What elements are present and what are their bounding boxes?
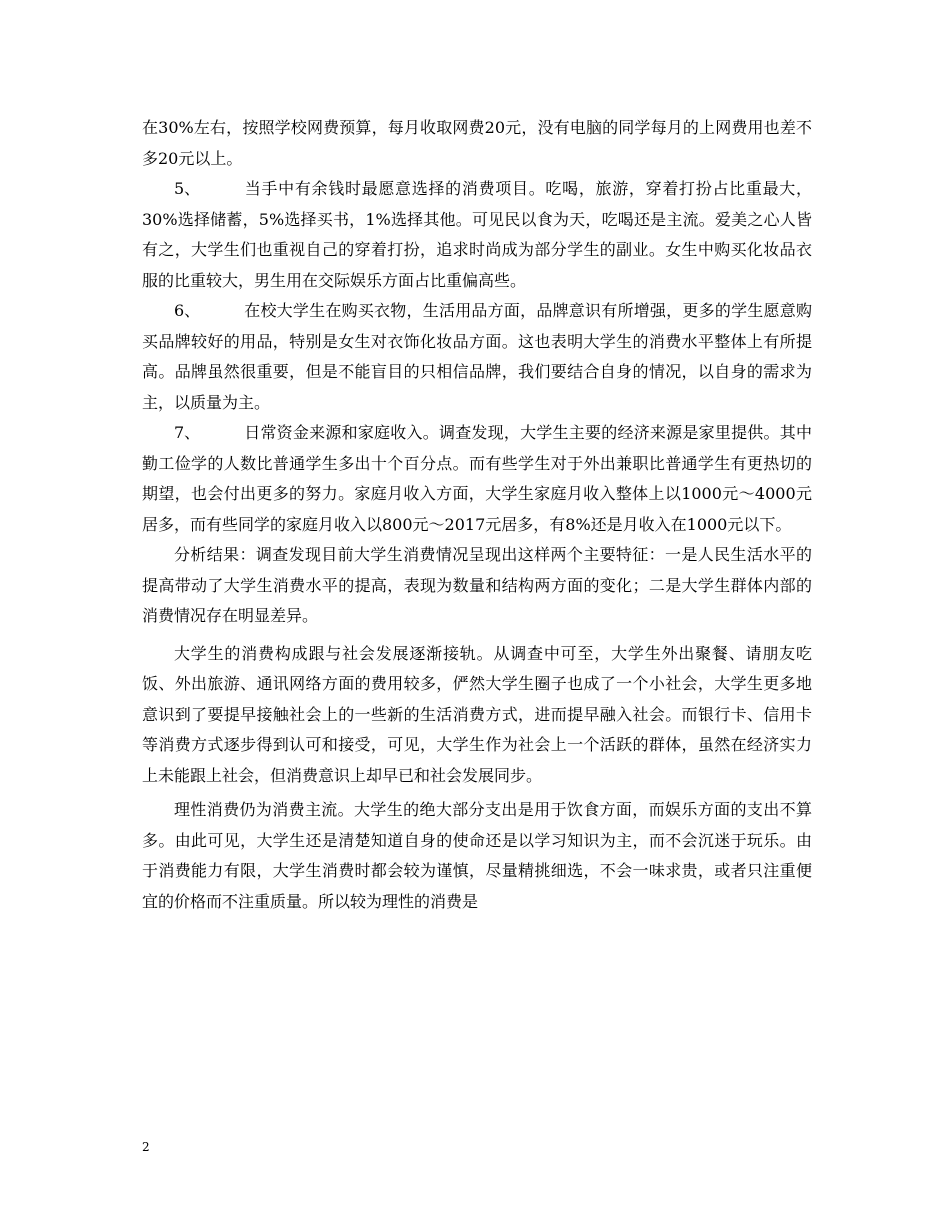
paragraph-item-7 xyxy=(142,418,812,540)
paragraph-continuation xyxy=(142,113,812,174)
paragraph-text: 当手中有余钱时最愿意选择的消费项目。吃喝，旅游，穿着打扮占比重最大， 30%选择储蓄，5%选择买书，1%选择其他。可见民以食为天，吃喝还是主流。爱美之心人皆有之，大学生们也重视自己的穿着打扮，追求时尚成为部分学生的副业。女生中购买化妆品衣服的比重较大，男生用在交际娱乐方面占比重偏高些。 xyxy=(142,179,812,290)
paragraph-text: 在30%左右，按照学校网费预算，每月收取网费20元，没有电脑的同学每月的上网费用也差不多20元以上。 xyxy=(142,118,812,168)
paragraph-text: 日常资金来源和家庭收入。调查发现，大学生主要的经济来源是家里提供。其中勤工俭学的人数比普通学生多出十个百分点。而有些学生对于外出兼职比普通学生有更热切的期望，也会付出更多的努力。家庭月收入方面，大学生家庭月收入整体上以1000元～4000元居多，而有些同学的家庭月收入以800元～2017元居多，有8%还是月收入在1000元以下。 xyxy=(142,423,812,534)
paragraph-item-5 xyxy=(142,174,812,296)
paragraph-rational-consumption xyxy=(142,795,812,917)
paragraph-text: 大学生的消费构成跟与社会发展逐渐接轨。从调查中可至，大学生外出聚餐、请朋友吃饭、外出旅游、通讯网络方面的费用较多，俨然大学生圈子也成了一个小社会，大学生更多地意识到了要提早接触社会上的一些新的生活消费方式，进而提早融入社会。而银行卡、信用卡等消费方式逐步得到认可和接受，可见，大学生作为社会上一个活跃的群体，虽然在经济实力上未能跟上社会，但消费意识上却早已和社会发展同步。 xyxy=(142,643,812,785)
paragraph-text: 理性消费仍为消费主流。大学生的绝大部分支出是用于饮食方面，而娱乐方面的支出不算多。由此可见，大学生还是清楚知道自身的使命还是以学习知识为主，而不会沉迷于玩乐。由于消费能力有限，大学生消费时都会较为谨慎，尽量精挑细选，不会一味求贵，或者只注重便宜的价格而不注重质量。所以较为理性的消费是 xyxy=(142,800,812,911)
paragraph-text: 在校大学生在购买衣物，生活用品方面，品牌意识有所增强，更多的学生愿意购买品牌较好的用品，特别是女生对衣饰化妆品方面。这也表明大学生的消费水平整体上有所提高。品牌虽然很重要，但是不能盲目的只相信品牌，我们要结合自身的情况，以自身的需求为主，以质量为主。 xyxy=(142,301,812,412)
document-body xyxy=(142,113,812,917)
page-number: 2 xyxy=(142,1140,150,1154)
item-number: 6、 xyxy=(174,301,201,320)
paragraph-item-6 xyxy=(142,296,812,418)
item-number: 7、 xyxy=(174,423,201,442)
paragraph-analysis-result xyxy=(142,540,812,632)
paragraph-consumption-structure xyxy=(142,639,812,792)
paragraph-text: 分析结果：调查发现目前大学生消费情况呈现出这样两个主要特征：一是人民生活水平的提高带动了大学生消费水平的提高，表现为数量和结构两方面的变化；二是大学生群体内部的消费情况存在明显差异。 xyxy=(142,545,812,625)
item-number: 5、 xyxy=(174,179,201,198)
